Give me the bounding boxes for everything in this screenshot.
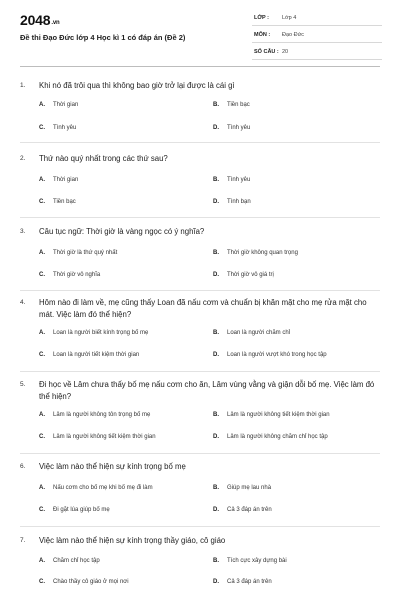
question-4 [20, 297, 380, 365]
answer-option-a[interactable] [39, 330, 148, 336]
answer-option-d[interactable] [213, 352, 327, 358]
option-letter: C. [39, 125, 45, 131]
answer-option-c[interactable] [39, 434, 156, 440]
option-text: Đi gặt lúa giúp bố mẹ [53, 507, 110, 513]
exam-header [0, 0, 400, 66]
question-number: 3. [20, 228, 26, 235]
answer-option-c[interactable] [39, 125, 76, 131]
option-text: Thời giờ vô nghĩa [53, 272, 101, 278]
question-number: 6. [20, 463, 26, 470]
answer-option-a[interactable] [39, 102, 78, 108]
option-text: Tích cực xây dựng bài [227, 558, 287, 564]
option-text: Cả 3 đáp án trên [227, 507, 272, 513]
answer-option-b[interactable] [213, 485, 271, 491]
answer-options [20, 403, 380, 447]
option-text: Thời giờ không quan trọng [227, 250, 298, 256]
option-letter: B. [213, 558, 219, 564]
answer-options [20, 547, 380, 591]
option-text: Loan là người vượt khó trong học tập [227, 352, 327, 358]
option-text: Nấu cơm cho bố mẹ khi bố mẹ đi làm [53, 485, 153, 491]
option-letter: A. [39, 558, 45, 564]
question-number: 7. [20, 537, 26, 544]
option-letter: D. [213, 125, 219, 131]
answer-option-d[interactable] [213, 507, 272, 513]
option-letter: C. [39, 199, 45, 205]
option-text: Tiền bạc [53, 199, 76, 205]
option-letter: B. [213, 330, 219, 336]
option-text: Loan là người biết kính trọng bố mẹ [53, 330, 149, 336]
option-text: Tình yêu [53, 125, 77, 131]
option-text: Thời gian [53, 102, 79, 108]
answer-option-d[interactable] [213, 434, 328, 440]
option-letter: C. [39, 434, 45, 440]
option-letter: D. [213, 507, 219, 513]
option-text: Lâm là người không tôn trọng bố mẹ [53, 412, 151, 418]
logo-suffix: .vn [51, 20, 60, 26]
answer-option-b[interactable] [213, 412, 330, 418]
site-logo[interactable] [20, 12, 59, 28]
option-text: Thời giờ là thứ quý nhất [53, 250, 118, 256]
answer-option-b[interactable] [213, 558, 287, 564]
question-6 [20, 461, 380, 517]
answer-option-a[interactable] [39, 250, 117, 256]
question-text: Việc làm nào thể hiện sự kính trọng bố mẹ [39, 462, 186, 471]
option-text: Cả 3 đáp án trên [227, 579, 272, 585]
info-value: Lớp 4 [282, 15, 297, 21]
option-text: Thời gian [53, 177, 79, 183]
option-text: Lâm là người không tiết kiệm thời gian [227, 412, 330, 418]
option-text: Lâm là người không tiết kiệm thời gian [53, 434, 156, 440]
option-text: Chăm chỉ học tập [53, 558, 100, 564]
answer-option-c[interactable] [39, 507, 110, 513]
info-label: LỚP : [254, 15, 269, 21]
question-3 [20, 226, 380, 282]
question-text: Thứ nào quý nhất trong các thứ sau? [39, 154, 168, 163]
answer-option-a[interactable] [39, 412, 150, 418]
option-letter: A. [39, 485, 45, 491]
question-divider [20, 526, 380, 527]
answer-option-d[interactable] [213, 579, 272, 585]
question-divider [20, 142, 380, 143]
answer-options [20, 165, 380, 209]
logo-main: 2048 [20, 12, 51, 28]
question-text: Khi nó đã trôi qua thì không bao giờ trở lại được là cái gì [39, 81, 235, 90]
option-letter: A. [39, 412, 45, 418]
answer-options [20, 473, 380, 517]
answer-options [20, 321, 380, 365]
option-text: Loan là người tiết kiệm thời gian [53, 352, 140, 358]
question-2 [20, 153, 380, 209]
question-text: Đi học về Lâm chưa thấy bố mẹ nấu cơm cho ăn, Lâm vùng vằng và giận dỗi bố mẹ. Việc làm đó thể hiện? [39, 380, 375, 401]
option-letter: D. [213, 199, 219, 205]
option-letter: B. [213, 412, 219, 418]
question-5 [20, 379, 380, 447]
option-letter: D. [213, 579, 219, 585]
answer-option-c[interactable] [39, 352, 139, 358]
option-letter: C. [39, 352, 45, 358]
question-divider [20, 453, 380, 454]
option-letter: A. [39, 102, 45, 108]
option-letter: C. [39, 507, 45, 513]
info-label: MÔN : [254, 32, 271, 38]
answer-option-b[interactable] [213, 330, 290, 336]
header-divider [20, 66, 380, 67]
option-letter: B. [213, 177, 219, 183]
question-number: 2. [20, 155, 26, 162]
exam-title: Đề thi Đạo Đức lớp 4 Học kì 1 có đáp án (Đề 2) [20, 33, 186, 42]
option-letter: D. [213, 352, 219, 358]
answer-option-a[interactable] [39, 558, 100, 564]
answer-option-c[interactable] [39, 272, 100, 278]
answer-option-b[interactable] [213, 250, 298, 256]
option-text: Giúp mẹ lau nhà [227, 485, 272, 491]
answer-option-a[interactable] [39, 485, 153, 491]
option-letter: C. [39, 272, 45, 278]
option-text: Lâm là người không chăm chỉ học tập [227, 434, 328, 440]
answer-option-d[interactable] [213, 199, 251, 205]
option-letter: A. [39, 330, 45, 336]
answer-option-c[interactable] [39, 579, 129, 585]
answer-option-b[interactable] [213, 177, 250, 183]
answer-option-b[interactable] [213, 102, 250, 108]
option-letter: B. [213, 102, 219, 108]
answer-options [20, 92, 380, 136]
option-text: Tiền bạc [227, 102, 250, 108]
info-label: SỐ CÂU : [254, 49, 279, 55]
info-row-subject [252, 29, 382, 43]
question-number: 4. [20, 299, 26, 306]
info-row-question-count [252, 46, 382, 60]
option-letter: A. [39, 250, 45, 256]
question-number: 5. [20, 381, 26, 388]
info-value: 20 [282, 49, 289, 55]
question-number: 1. [20, 82, 26, 89]
option-letter: C. [39, 579, 45, 585]
question-text: Việc làm nào thể hiện sự kính trọng thầy giáo, cô giáo [39, 536, 226, 545]
question-text: Câu tục ngữ: Thời giờ là vàng ngọc có ý nghĩa? [39, 227, 205, 236]
answer-options [20, 238, 380, 282]
answer-option-a[interactable] [39, 177, 78, 183]
question-divider [20, 290, 380, 291]
option-text: Tình bạn [227, 199, 251, 205]
question-divider [20, 217, 380, 218]
option-text: Tình yêu [227, 177, 251, 183]
info-value: Đạo Đức [282, 32, 305, 38]
option-text: Chào thầy cô giáo ở mọi nơi [53, 579, 129, 585]
info-row-class [252, 12, 382, 26]
option-text: Tình yêu [227, 125, 251, 131]
question-1 [20, 80, 380, 136]
option-text: Loan là người chăm chỉ [227, 330, 290, 336]
option-letter: B. [213, 485, 219, 491]
question-7 [20, 535, 380, 591]
option-letter: D. [213, 434, 219, 440]
question-text: Hôm nào đi làm về, mẹ cũng thấy Loan đã nấu cơm và chuẩn bị khăn mặt cho mẹ rửa mặt cho mát. Việc làm đó thể hiện? [39, 298, 367, 319]
option-letter: D. [213, 272, 219, 278]
option-text: Thời giờ vô giá trị [227, 272, 274, 278]
option-letter: B. [213, 250, 219, 256]
question-divider [20, 371, 380, 372]
answer-option-c[interactable] [39, 199, 76, 205]
answer-option-d[interactable] [213, 272, 274, 278]
exam-info-box [252, 12, 382, 63]
answer-option-d[interactable] [213, 125, 250, 131]
option-letter: A. [39, 177, 45, 183]
